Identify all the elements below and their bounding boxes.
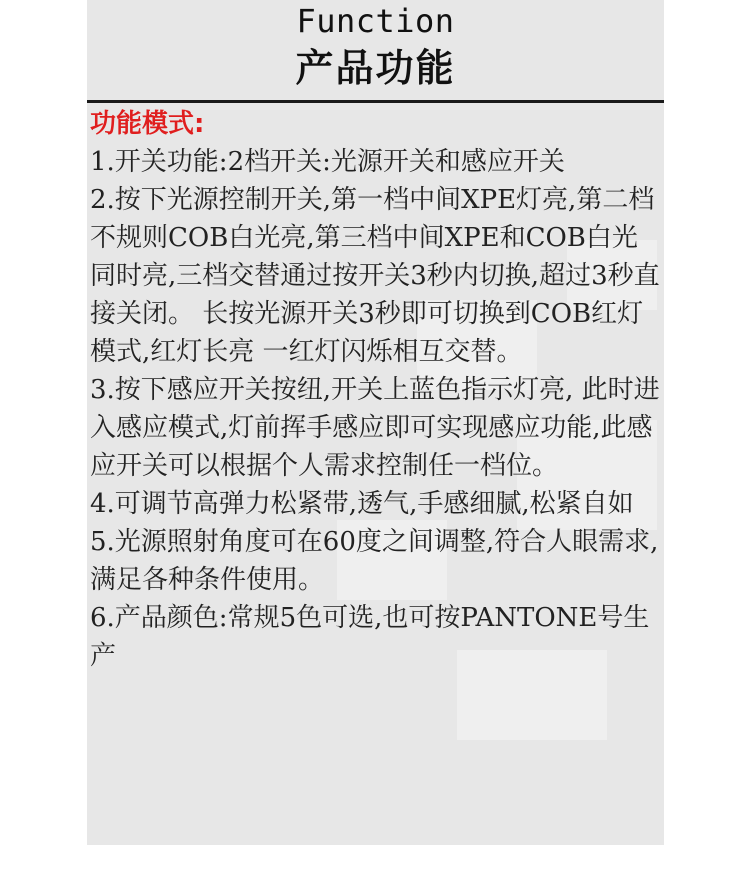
page-title-chinese: 产品功能 [295,46,456,90]
feature-item-1: 1.开关功能:2档开关:光源开关和感应开关 [90,147,565,177]
mode-heading: 功能模式: [90,109,205,139]
feature-item-5: 5.光源照射角度可在60度之间调整,符合人眼需求,满足各种条件使用。 [90,527,659,595]
feature-item-4: 4.可调节高弹力松紧带,透气,手感细腻,松紧自如 [90,489,634,519]
page-title-english: Function [296,2,455,40]
content-panel [87,0,664,845]
page-header [87,0,664,100]
header-divider [87,100,664,103]
feature-item-2: 2.按下光源控制开关,第一档中间XPE灯亮,第二档不规则COB白光亮,第三档中间XPE和COB白光同时亮,三档交替通过按开关3秒内切换,超过3秒直接关闭。 长按光源开关3秒即可切换到COB红灯模式,红灯长亮 一红灯闪烁相互交替。 [90,185,660,367]
function-description [90,105,660,675]
feature-item-6: 6.产品颜色:常规5色可选,也可按PANTONE号生产 [90,603,650,671]
feature-item-3: 3.按下感应开关按纽,开关上蓝色指示灯亮, 此时进入感应模式,灯前挥手感应即可实现感应功能,此感应开关可以根据个人需求控制任一档位。 [90,375,660,481]
